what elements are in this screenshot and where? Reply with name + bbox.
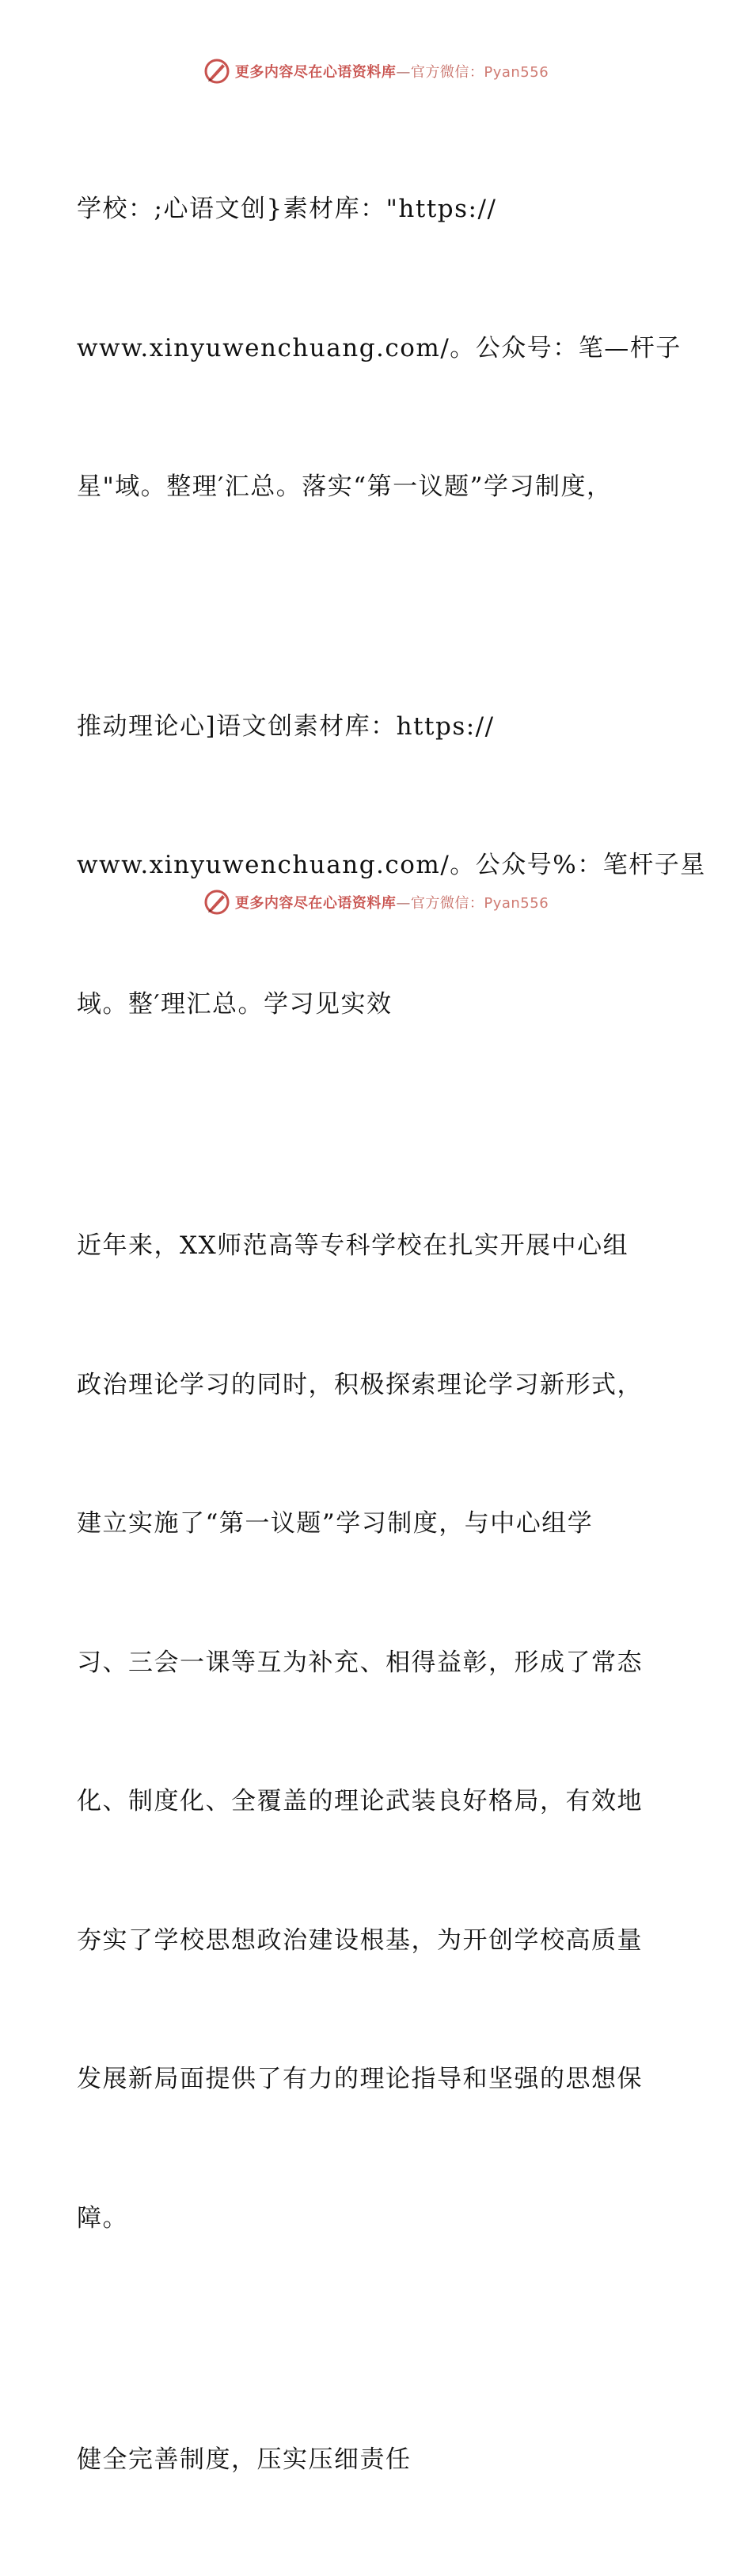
watermark-wechat-id: Pyan556: [484, 895, 549, 912]
watermark-group: [203, 889, 549, 916]
watermark-dash: —: [396, 895, 411, 912]
watermark-site-text: 更多内容尽在心语资料库: [234, 64, 397, 81]
text-line: www.xinyuwenchuang.com/。公众号：笔—杆子: [77, 333, 682, 362]
text-line: 推动理论心]语文创素材库：https://: [77, 711, 495, 741]
pen-logo-icon: [203, 58, 230, 85]
text-line: 化、制度化、全覆盖的理论武装良好格局，有效地: [77, 1787, 643, 1815]
watermark-text: [235, 892, 549, 912]
text-line: 夯实了学校思想政治建设根基，为开创学校高质量: [77, 1925, 643, 1955]
watermark-dash: —: [396, 64, 411, 81]
text-line: 发展新局面提供了有力的理论指导和坚强的思想保: [77, 2065, 643, 2093]
footer-watermark: [0, 886, 752, 918]
text-line: 近年来，XX师范高等专科学校在扎实开展中心组: [77, 1231, 629, 1260]
watermark-wechat-id: Pyan556: [484, 64, 549, 81]
watermark-site-text: 更多内容尽在心语资料库: [234, 895, 397, 912]
text-line: 习、三会一课等互为补充、相得益彰，形成了常态: [77, 1648, 643, 1677]
text-line: 政治理论学习的同时，积极探索理论学习新形式，: [77, 1370, 643, 1399]
pen-logo-icon: [203, 889, 230, 916]
header-watermark: [0, 55, 752, 87]
paragraph-2: [77, 611, 706, 1121]
text-line: 障。: [77, 2203, 128, 2233]
text-line: 健全完善制度，压实压细责任: [77, 2445, 412, 2474]
watermark-wechat-label: 官方微信：: [410, 895, 484, 912]
watermark-wechat-label: 官方微信：: [410, 64, 484, 81]
text-line: www.xinyuwenchuang.com/。公众号%：笔杆子星: [77, 851, 706, 879]
text-line: 星"域。整理′汇总。落实“第一议题”学习制度，: [77, 472, 613, 501]
text-line: 建立实施了“第一议题”学习制度，与中心组学: [77, 1509, 594, 1538]
document-body: [77, 93, 706, 2576]
watermark-group: [203, 58, 549, 85]
section-heading: [77, 2344, 678, 2576]
paragraph-1: [77, 93, 682, 603]
watermark-text: [235, 61, 549, 82]
text-line: 学校：;心语文创}素材库："https://: [77, 195, 497, 223]
paragraph-3: [77, 1130, 678, 2334]
text-line: 域。整′理汇总。学习见实效: [77, 989, 393, 1019]
